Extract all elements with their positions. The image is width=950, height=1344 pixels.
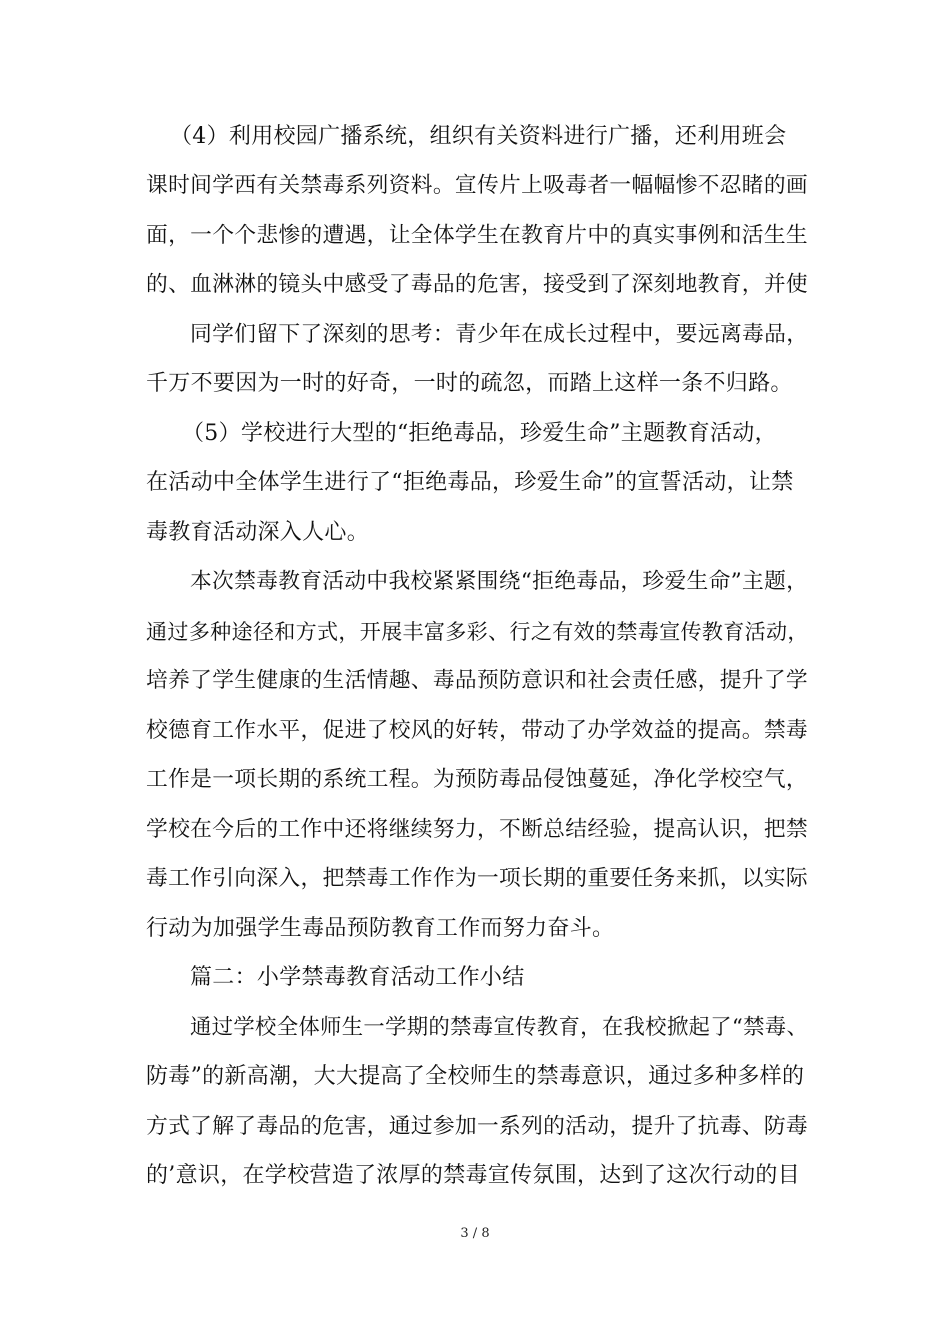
text-line-22: 的’意识，在学校营造了浓厚的禁毒宣传氛围，达到了这次行动的目 bbox=[146, 1163, 800, 1188]
page-number: 3 / 8 bbox=[460, 1226, 490, 1241]
text-line-20: 防毒”的新高潮，大大提高了全校师生的禁毒意识，通过多种多样的 bbox=[146, 1064, 805, 1089]
text-line-17: 行动为加强学生毒品预防教育工作而努力奋斗。 bbox=[146, 916, 615, 941]
text-line-11: 通过多种途径和方式，开展丰富多彩、行之有效的禁毒宣传教育活动， bbox=[146, 619, 809, 644]
text-line-21: 方式了解了毒品的危害，通过参加一系列的活动，提升了抗毒、防毒 bbox=[146, 1114, 808, 1139]
text-line-10: 本次禁毒教育活动中我校紧紧围绕“拒绝毒品，珍爱生命”主题， bbox=[190, 569, 809, 594]
text-line-1: （4）利用校园广播系统，组织有关资料进行广播，还利用班会 bbox=[170, 124, 787, 149]
text-line-3: 面，一个个悲惨的遭遇，让全体学生在教育片中的真实事例和活生生 bbox=[146, 223, 808, 248]
text-line-9: 毒教育活动深入人心。 bbox=[146, 520, 370, 545]
text-line-14: 工作是一项长期的系统工程。为预防毒品侵蚀蔓延，净化学校空气， bbox=[146, 767, 808, 792]
section-heading: 篇二：小学禁毒教育活动工作小结 bbox=[190, 965, 525, 990]
text-line-7: （5）学校进行大型的“拒绝毒品，珍爱生命”主题教育活动， bbox=[182, 421, 777, 446]
text-line-13: 校德育工作水平，促进了校风的好转，带动了办学效益的提高。禁毒 bbox=[146, 718, 808, 743]
text-line-16: 毒工作引向深入，把禁毒工作作为一项长期的重要任务来抓，以实际 bbox=[146, 866, 808, 891]
text-line-8: 在活动中全体学生进行了“拒绝毒品，珍爱生命”的宣誓活动，让禁 bbox=[146, 470, 794, 495]
text-line-5: 同学们留下了深刻的思考：青少年在成长过程中，要远离毒品， bbox=[190, 322, 809, 347]
text-line-15: 学校在今后的工作中还将继续努力，不断总结经验，提高认识，把禁 bbox=[146, 817, 808, 842]
text-line-19: 通过学校全体师生一学期的禁毒宣传教育，在我校掀起了“禁毒、 bbox=[190, 1015, 809, 1040]
text-line-12: 培养了学生健康的生活情趣、毒品预防意识和社会责任感，提升了学 bbox=[146, 668, 808, 693]
text-line-6: 千万不要因为一时的好奇，一时的疏忽，而踏上这样一条不归路。 bbox=[146, 371, 793, 396]
text-line-2: 课时间学西有关禁毒系列资料。宣传片上吸毒者一幅幅惨不忍睹的画 bbox=[146, 173, 808, 198]
text-line-4: 的、血淋淋的镜头中感受了毒品的危害，接受到了深刻地教育，并使 bbox=[146, 272, 808, 297]
